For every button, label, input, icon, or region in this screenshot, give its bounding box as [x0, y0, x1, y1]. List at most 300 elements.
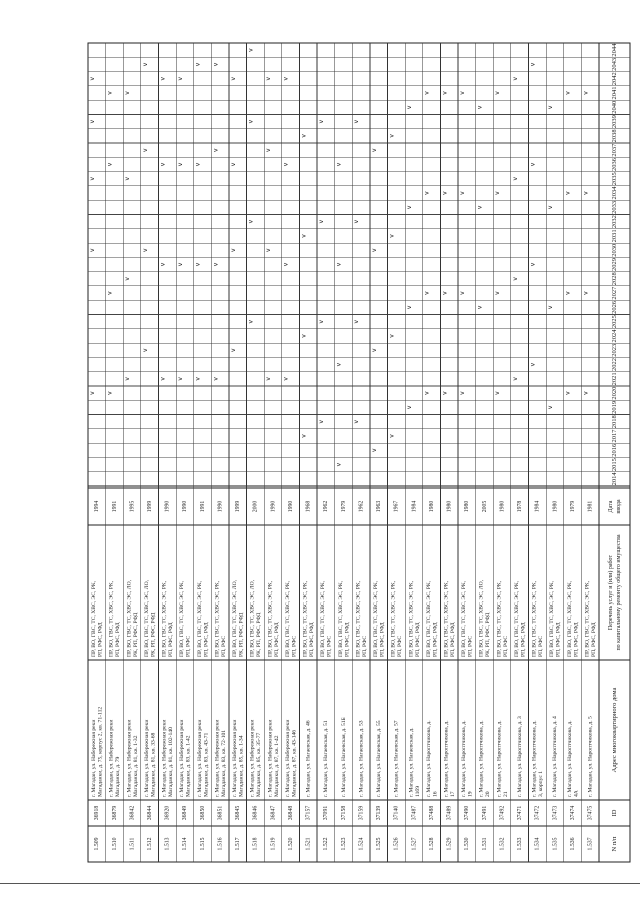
table-row — [459, 91, 474, 851]
row-num: 1.523 — [340, 837, 347, 851]
row-id: 37488 — [428, 805, 435, 821]
row-works: ПР, ВО, ГВС, ТС, ХВС, ЭС, РК, — [443, 580, 450, 657]
row-id: 37474 — [569, 805, 576, 821]
row-address-cont: Магаданки, д. 85, кв. 35-77 — [256, 732, 263, 797]
row-address: г. Магадан, ул. Нагаевская, д. 57 — [393, 720, 400, 797]
table-row — [212, 62, 227, 850]
schedule-mark: v — [212, 377, 220, 381]
schedule-mark: v — [547, 405, 555, 410]
row-works-cont: РК, РП, РФС, РФД — [256, 612, 263, 657]
schedule-mark: v — [88, 248, 96, 252]
schedule-mark: v — [388, 334, 396, 338]
schedule-mark: v — [564, 391, 572, 395]
year-label-2029: 2029 — [610, 258, 618, 271]
row-address: г. Магадан, ул. Нароптчикова, д. — [461, 720, 468, 797]
table-row — [159, 77, 174, 851]
year-label-2024: 2024 — [610, 329, 618, 343]
row-year: 1994 — [94, 500, 101, 513]
schedule-mark: v — [177, 162, 185, 167]
schedule-mark: v — [141, 248, 149, 252]
row-works-cont: РП, РФС, РФД — [97, 622, 104, 657]
row-num: 1.526 — [393, 837, 400, 851]
row-id: 37475 — [587, 805, 594, 821]
schedule-mark: v — [159, 162, 167, 167]
schedule-mark: v — [423, 91, 431, 95]
row-num: 1.518 — [252, 837, 259, 851]
year-label-2033: 2033 — [610, 200, 618, 214]
row-address: г. Магадан, ул. Нароптчикова, д. 4 — [552, 716, 559, 797]
row-address: г. Магадан, ул. Набережная реки — [143, 719, 150, 797]
row-year: 1991 — [111, 500, 118, 513]
header-year-line2: ввода — [615, 499, 622, 514]
row-id: 36848 — [287, 805, 294, 821]
row-id: 36844 — [147, 805, 154, 821]
row-works-cont: РП, РФС, РФД — [309, 622, 316, 657]
row-num: 1.536 — [569, 837, 576, 851]
row-address-cont: 11б9 — [414, 785, 421, 797]
schedule-mark: v — [106, 91, 114, 95]
schedule-mark: v — [282, 262, 290, 267]
row-works: ПР, ВО, ГВС, ТС, ХВС, ЭС, РК, — [461, 580, 468, 657]
row-num: 1.537 — [587, 837, 594, 851]
row-address: г. Магадан, ул. Нагаевская, д. — [408, 727, 415, 797]
row-works: ПР, ВО, ГВС, ТС, ХВС, ЭС, РК, — [355, 580, 362, 657]
schedule-mark: v — [229, 348, 237, 353]
row-address-cont: 3, корпус 1 — [538, 770, 545, 797]
row-works-cont: РП, РФС, РФД — [273, 622, 280, 657]
schedule-mark: v — [300, 234, 308, 238]
year-label-2030: 2030 — [610, 243, 618, 257]
schedule-mark: v — [335, 362, 343, 367]
row-num: 1.522 — [323, 837, 330, 851]
schedule-mark: v — [582, 191, 590, 195]
row-num: 1.532 — [499, 837, 506, 851]
row-works-cont: РП, РФС — [291, 635, 298, 657]
schedule-mark: v — [229, 248, 237, 252]
row-works-cont: РП, РФС — [326, 635, 333, 657]
row-works-cont: РК, РП, РФС, РФД — [132, 612, 139, 657]
schedule-mark: v — [529, 362, 537, 367]
schedule-mark: v — [564, 291, 572, 295]
row-works-cont: РП, РФС — [502, 635, 509, 657]
table-row — [529, 62, 544, 850]
row-address-cont: Магаданки, д. 81, кв. 102-140 — [168, 727, 175, 797]
row-address: г. Магадан, ул. Набережная реки — [196, 719, 203, 797]
row-works: ПР, ВО, ГВС, ТС, ХВС, ЭС, РК, — [496, 580, 503, 657]
schedule-mark: v — [106, 162, 114, 167]
schedule-mark: v — [124, 176, 132, 181]
schedule-mark: v — [300, 434, 308, 438]
schedule-mark: v — [511, 377, 519, 381]
row-num: 1.511 — [129, 837, 136, 851]
schedule-mark: v — [494, 291, 502, 295]
schedule-mark: v — [564, 191, 572, 195]
schedule-mark: v — [547, 105, 555, 110]
row-address-cont: 16 — [432, 791, 439, 797]
schedule-mark: v — [194, 377, 202, 381]
row-works: ПР, ВО, ГВС, ТС, ХВС, ЭС, ЛО, — [232, 579, 239, 657]
schedule-mark: v — [212, 262, 220, 267]
schedule-mark: v — [317, 319, 325, 324]
schedule-mark: v — [88, 391, 96, 395]
header-works-line2: по капитальному ремонту общего имущества — [615, 534, 622, 651]
row-year: 1990 — [164, 500, 171, 513]
year-label-2041: 2041 — [610, 86, 618, 100]
row-address: г. Магадан, ул. Нагаевская, д. 46 — [305, 720, 312, 797]
schedule-mark: v — [370, 448, 378, 453]
row-address-cont: Магаданки, д. 75, корпус 2, кв. 71-112 — [97, 706, 104, 797]
schedule-mark: v — [441, 191, 449, 195]
row-address: г. Магадан, ул. Нагаевская, д. 51 — [323, 720, 330, 797]
schedule-mark: v — [582, 391, 590, 395]
row-works-cont: РП, РФС — [185, 635, 192, 657]
row-address: г. Магадан, ул. Набережная реки — [267, 719, 274, 797]
row-address-cont: Магаданки, д. 83, кв. 72-101 — [220, 729, 227, 797]
row-year: 1980 — [428, 500, 435, 513]
row-year: 1981 — [587, 500, 594, 513]
row-id: 36846 — [252, 805, 259, 821]
row-id: 37473 — [552, 805, 559, 821]
table-row — [247, 48, 262, 851]
table-row — [230, 77, 245, 851]
header-id: ID — [610, 809, 618, 817]
row-id: 36845 — [235, 805, 242, 821]
row-year: 1962 — [358, 500, 365, 513]
schedule-mark: v — [529, 162, 537, 167]
row-works: ПР, ВО, ГВС, ТС, ХВС, ЭС, ЛО, — [478, 579, 485, 657]
schedule-mark: v — [406, 205, 414, 210]
row-num: 1.510 — [111, 837, 118, 851]
table-row — [565, 91, 580, 851]
row-address: г. Магадан, ул. Набережная реки — [214, 719, 221, 797]
year-label-2042: 2042 — [610, 72, 618, 86]
year-label-2038: 2038 — [610, 129, 618, 143]
schedule-mark: v — [194, 262, 202, 267]
row-works-cont: РП, РФС — [361, 635, 368, 657]
row-num: 1.535 — [552, 837, 559, 851]
row-address-cont: Магаданки, д. 83, кв. 43-71 — [203, 732, 210, 797]
row-works-cont: РК, РП, РФС, РФД — [238, 612, 245, 657]
row-works-cont: РП, РФС, РФД — [555, 622, 562, 657]
row-address: г. Магадан, ул. Набережная реки — [126, 719, 133, 797]
schedule-mark: v — [229, 76, 237, 81]
schedule-mark: v — [494, 391, 502, 395]
row-id: 36920 — [164, 805, 171, 821]
schedule-mark: v — [388, 234, 396, 238]
row-num: 1.512 — [147, 837, 154, 851]
page-bottom-rule — [0, 883, 640, 884]
row-id: 37158 — [340, 805, 347, 821]
year-label-2019: 2019 — [610, 400, 618, 414]
schedule-mark: v — [441, 391, 449, 395]
schedule-mark: v — [177, 262, 185, 267]
table-row — [406, 105, 421, 850]
schedule-mark: v — [370, 248, 378, 252]
row-works-cont: РП, РФС, РФД — [414, 622, 421, 657]
row-works: ПР, ВО, ГВС, ТС, ХВС, ЭС, РК, — [284, 580, 291, 657]
schedule-mark: v — [265, 248, 273, 252]
schedule-mark: v — [124, 377, 132, 381]
schedule-mark: v — [423, 291, 431, 295]
row-works: ПР, ВО, ГВС, ТС, ХВС, ЭС, РК, — [161, 580, 168, 657]
row-works: ПР, ВО, ГВС, ТС, ХВС, ЭС, РК, — [302, 580, 309, 657]
year-label-2020: 2020 — [610, 386, 618, 400]
row-year: 1984 — [411, 500, 418, 513]
row-id: 37140 — [393, 805, 400, 821]
row-address-cont: 4А — [573, 790, 580, 797]
row-year: 1995 — [129, 500, 136, 513]
schedule-mark: v — [494, 191, 502, 195]
year-label-2015: 2015 — [610, 458, 618, 472]
row-works-cont: РК, РП, РФС, РФД — [485, 612, 492, 657]
row-id: 37487 — [411, 805, 418, 821]
row-num: 1.530 — [464, 837, 471, 851]
row-num: 1.525 — [376, 837, 383, 851]
row-year: 1999 — [147, 500, 154, 513]
row-num: 1.529 — [446, 837, 453, 851]
row-year: 1990 — [182, 500, 189, 513]
table-row — [371, 148, 386, 851]
row-address: г. Магадан, ул. Нароптчикова, д. 3 — [516, 716, 523, 797]
schedule-mark: v — [265, 377, 273, 381]
row-works-cont: РП, РФС, РФД — [379, 622, 386, 657]
row-id: 36849 — [182, 805, 189, 821]
schedule-mark: v — [388, 434, 396, 438]
row-num: 1.509 — [94, 837, 101, 851]
row-works-cont: РП, РФС, РФД — [432, 622, 439, 657]
row-works-cont: РП, РФС — [397, 635, 404, 657]
row-year: 1990 — [287, 500, 294, 513]
row-address-cont: Магаданки, д. 85, кв. 1-34 — [238, 735, 245, 797]
row-id: 37091 — [323, 805, 330, 821]
schedule-mark: v — [476, 305, 484, 310]
row-works-cont: РП, РФС, РФД — [573, 622, 580, 657]
row-address-cont: 19 — [467, 791, 474, 797]
row-year: 1980 — [552, 500, 559, 513]
row-works: ПР, ВО, ГВС, ТС, ХВС, ЭС, РК, — [513, 580, 520, 657]
row-num: 1.531 — [481, 837, 488, 851]
row-address-cont: Магаданки, д. 87, кв. 43-146 — [291, 729, 298, 797]
schedule-mark: v — [124, 277, 132, 281]
schedule-mark: v — [141, 148, 149, 152]
schedule-mark: v — [529, 262, 537, 267]
row-works: ПР, ВО, ГВС, ТС, ХВС, ЭС, ЛО, — [143, 579, 150, 657]
year-label-2021: 2021 — [610, 372, 618, 386]
year-label-2028: 2028 — [610, 272, 618, 286]
table-row — [424, 91, 439, 851]
schedule-mark: v — [282, 76, 290, 81]
schedule-mark: v — [159, 76, 167, 81]
schedule-mark: v — [547, 305, 555, 310]
row-address: г. Магадан, ул. Нароптчикова, д. — [531, 720, 538, 797]
row-address: г. Магадан, ул. Нагаевская, д. 51Б — [340, 717, 347, 797]
schedule-mark: v — [317, 419, 325, 424]
row-id: 37139 — [376, 805, 383, 821]
schedule-mark: v — [247, 319, 255, 324]
table-row — [283, 77, 298, 851]
row-year: 1980 — [446, 500, 453, 513]
row-year: 1979 — [569, 500, 576, 513]
row-works-cont: РП, РФС — [467, 635, 474, 657]
schedule-mark: v — [458, 91, 466, 95]
row-year: 1980 — [464, 500, 471, 513]
row-works: ПР, ВО, ГВС, ТС, ХВС, ЭС, РК, — [373, 580, 380, 657]
schedule-mark: v — [177, 377, 185, 381]
row-year: 1991 — [199, 500, 206, 513]
row-address: г. Магадан, ул. Нароптчикова, д. — [425, 720, 432, 797]
row-works: ПР, ВО, ГВС, ТС, ХВС, ЭС, РК, — [584, 580, 591, 657]
schedule-mark: v — [582, 291, 590, 295]
row-year: 1968 — [305, 500, 312, 513]
year-label-2043: 2043 — [610, 57, 618, 71]
row-year: 1980 — [499, 500, 506, 513]
schedule-mark: v — [476, 105, 484, 110]
year-label-2023: 2023 — [610, 343, 618, 357]
schedule-mark: v — [247, 119, 255, 124]
table-row — [547, 105, 562, 850]
row-works-cont: РП, РФС, РФД — [590, 622, 597, 657]
schedule-mark: v — [494, 91, 502, 95]
row-num: 1.516 — [217, 837, 224, 851]
table-row — [107, 91, 122, 851]
table-body — [89, 48, 597, 851]
schedule-mark: v — [458, 291, 466, 295]
table-row — [582, 91, 597, 851]
row-works: ПР, ВО, ГВС, ТС, ХВС, ЭС, РК, — [196, 580, 203, 657]
row-address: г. Магадан, ул. Нароптчикова, д. 5 — [587, 716, 594, 797]
schedule-mark: v — [265, 76, 273, 81]
year-label-2032: 2032 — [610, 215, 618, 229]
row-address: г. Магадан, ул. Набережная реки — [232, 719, 239, 797]
schedule-mark: v — [335, 262, 343, 267]
row-id: 37157 — [305, 805, 312, 821]
header-year-line1: Дата — [607, 500, 614, 513]
row-address: г. Магадан, ул. Набережная реки — [179, 719, 186, 797]
schedule-mark: v — [423, 191, 431, 195]
schedule-mark: v — [124, 91, 132, 95]
row-works-cont: РП, РФС, РФД — [203, 622, 210, 657]
schedule-mark: v — [247, 48, 255, 52]
table-header — [607, 499, 622, 851]
table-row — [300, 134, 315, 851]
schedule-mark: v — [177, 76, 185, 81]
schedule-mark: v — [441, 291, 449, 295]
row-num: 1.524 — [358, 837, 365, 851]
row-works: ПР, ВО, ГВС, ТС, ХВС, ЭС, РК, — [179, 580, 186, 657]
row-num: 1.519 — [270, 837, 277, 851]
year-label-2018: 2018 — [610, 415, 618, 429]
row-works-cont: РП, РФС, РФД — [168, 622, 175, 657]
year-label-2016: 2016 — [610, 443, 618, 457]
row-id: 36918 — [94, 805, 101, 821]
header-num: N п/п — [610, 836, 618, 852]
row-address-cont: 21 — [502, 791, 509, 797]
schedule-mark: v — [159, 377, 167, 381]
table-row — [142, 62, 157, 850]
row-works-cont: РК, РП, РФС, РФД — [150, 612, 157, 657]
schedule-mark: v — [582, 91, 590, 95]
row-address-cont: 17 — [450, 791, 457, 797]
header-address: Адрес многоквартирного дома — [610, 687, 618, 773]
row-id: 36847 — [270, 805, 277, 821]
schedule-mark: v — [194, 162, 202, 167]
year-label-2027: 2027 — [610, 286, 618, 300]
row-address: г. Магадан, ул. Набережная реки — [161, 719, 168, 797]
table-row — [336, 162, 351, 850]
row-works: ПР, ВО, ГВС, ТС, ХВС, ЭС, РК, — [390, 580, 397, 657]
row-year: 1990 — [217, 500, 224, 513]
schedule-mark: v — [229, 162, 237, 167]
row-year: 1979 — [340, 500, 347, 513]
schedule-mark: v — [458, 191, 466, 195]
schedule-mark: v — [88, 119, 96, 124]
row-year: 1984 — [534, 500, 541, 513]
schedule-mark: v — [353, 419, 361, 424]
row-works: ПР, ВО, ГВС, ТС, ХВС, ЭС, РК, — [91, 580, 98, 657]
table-row — [388, 134, 403, 851]
schedule-mark: v — [441, 91, 449, 95]
row-address: г. Магадан, ул. Набережная реки — [108, 719, 115, 797]
row-year: 1990 — [270, 500, 277, 513]
schedule-mark: v — [212, 148, 220, 152]
schedule-mark: v — [317, 219, 325, 224]
year-label-2036: 2036 — [610, 157, 618, 171]
year-label-2014: 2014 — [610, 472, 618, 486]
row-num: 1.534 — [534, 837, 541, 851]
row-num: 1.513 — [164, 837, 171, 851]
row-works: ПР, ВО, ГВС, ТС, ХВС, ЭС, РК, — [214, 580, 221, 657]
table-row — [265, 77, 280, 851]
table-row — [441, 91, 456, 851]
schedule-mark: v — [317, 119, 325, 124]
row-address-cont: Магаданки, д. 81, кв. 1-32 — [132, 735, 139, 797]
row-address-cont: Магаданки, д. 79 — [115, 756, 122, 797]
schedule-mark: v — [282, 377, 290, 381]
row-num: 1.521 — [305, 837, 312, 851]
schedule-mark: v — [370, 348, 378, 353]
year-label-2037: 2037 — [610, 143, 618, 157]
schedule-mark: v — [335, 462, 343, 467]
year-label-2035: 2035 — [610, 172, 618, 186]
table-row — [177, 77, 192, 851]
schedule-mark: v — [300, 334, 308, 338]
schedule-mark: v — [406, 305, 414, 310]
row-id: 37491 — [481, 805, 488, 821]
schedule-mark: v — [212, 62, 220, 67]
year-header-row — [611, 43, 618, 485]
table-row — [494, 91, 509, 851]
row-year: 1999 — [235, 500, 242, 513]
row-address: г. Магадан, ул. Набережная реки — [91, 719, 98, 797]
row-num: 1.527 — [411, 837, 418, 851]
row-num: 1.515 — [199, 837, 206, 851]
row-works: ПР, ВО, ГВС, ТС, ХВС, ЭС, РК, — [267, 580, 274, 657]
schedule-mark: v — [106, 291, 114, 295]
schedule-mark: v — [547, 205, 555, 210]
row-id: 36879 — [111, 805, 118, 821]
schedule-mark: v — [282, 162, 290, 167]
schedule-mark: v — [141, 62, 149, 67]
row-address-cont: Магаданки, д. 81, кв. 33-68 — [150, 732, 157, 797]
table-row — [195, 62, 210, 850]
row-address: г. Магадан, ул. Нароптчикова, д. — [566, 720, 573, 797]
schedule-mark: v — [300, 134, 308, 138]
row-id: 37471 — [517, 805, 524, 821]
year-label-2034: 2034 — [610, 186, 618, 200]
row-year: 2005 — [481, 500, 488, 513]
row-works-cont: РП, РФС, РФД — [344, 622, 351, 657]
schedule-mark: v — [194, 62, 202, 67]
